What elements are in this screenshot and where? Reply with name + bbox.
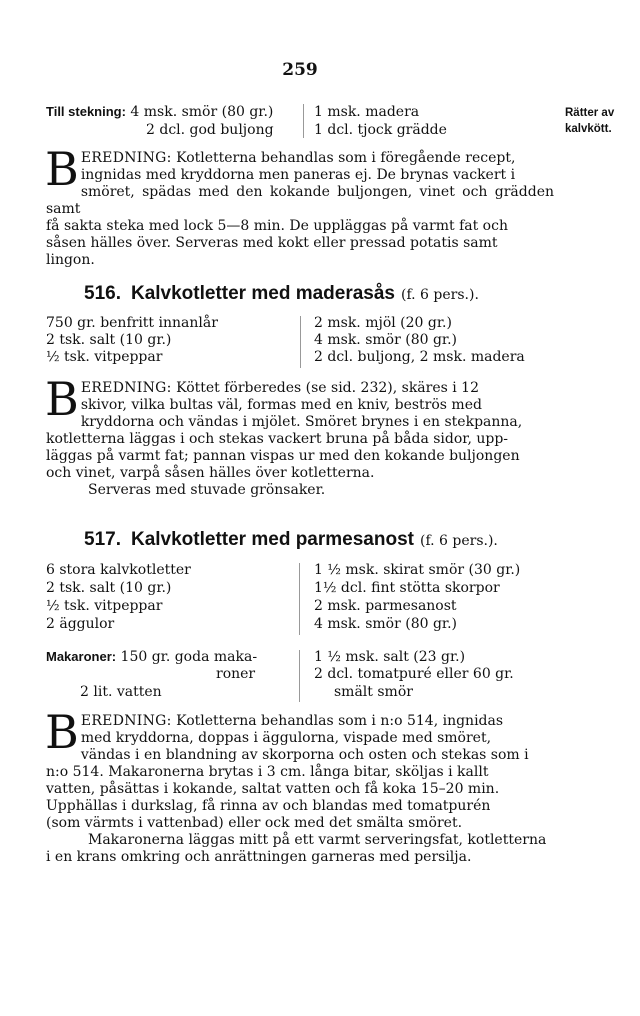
stekning-label: Till stekning:: [46, 104, 126, 119]
ingredient: 1 ½ msk. salt (23 gr.): [314, 649, 466, 665]
ingredient: 1½ dcl. fint stötta skorpor: [314, 580, 500, 596]
ingredient: 2 msk. parmesanost: [314, 598, 457, 614]
recipe-title: Kalvkotletter med parmesanost: [130, 529, 414, 550]
makaroner-line-1: [46, 648, 257, 666]
recipe-number: 517.: [84, 529, 121, 550]
ingredient: 6 stora kalvkotletter: [46, 562, 191, 578]
margin-note-line: Rätter av: [565, 107, 615, 119]
intro-paragraph: [45, 142, 554, 269]
recipe-517-heading: [84, 528, 498, 551]
text-line: Kotletterna behandlas som i föregående recept,: [171, 150, 516, 166]
text-line: vatten, påsättas i kokande, saltat vatten och få koka 15–20 min.: [46, 781, 500, 797]
beredning-lead: EREDNING:: [80, 713, 172, 729]
beredning-lead: EREDNING:: [80, 150, 172, 166]
recipe-title: Kalvkotletter med maderasås: [130, 283, 395, 304]
stekning-left-1: 4 msk. smör (80 gr.): [130, 104, 274, 120]
ingredient: ½ tsk. vitpeppar: [46, 598, 163, 614]
text-line: n:o 514. Makaronerna brytas i 3 cm. långa bitar, sköljas i kallt: [46, 764, 489, 780]
ingredient: 2 msk. mjöl (20 gr.): [314, 315, 452, 331]
dropcap: B: [45, 142, 79, 196]
ingredient: smält smör: [334, 684, 413, 700]
ingredient: 4 msk. smör (80 gr.): [314, 616, 457, 632]
recipe-516-heading: [84, 282, 479, 305]
text-line: ingnidas med kryddorna men paneras ej. De brynas vackert i: [80, 167, 516, 183]
divider: [299, 563, 300, 635]
text-line: (som värmts i vattenbad) eller ock med det smälta smöret.: [46, 815, 463, 831]
stekning-left-2: 2 dcl. god buljong: [146, 122, 274, 138]
recipe-persons: (f. 6 pers.).: [401, 287, 479, 303]
beredning-lead: EREDNING:: [80, 380, 172, 396]
ingredient: 4 msk. smör (80 gr.): [314, 332, 457, 348]
stekning-right-2: 1 dcl. tjock grädde: [314, 122, 447, 138]
recipe-number: 516.: [84, 283, 121, 304]
dropcap: B: [45, 705, 79, 759]
recipe-516-preparation: [45, 372, 554, 499]
text-line: smöret, spädas med den kokande buljongen, vinet och grädden samt: [46, 184, 554, 217]
text-line: lingon.: [46, 252, 95, 268]
text-line: i en krans omkring och anrättningen garneras med persilja.: [46, 849, 472, 865]
text-line: vändas i en blandning av skorporna och osten och stekas som i: [80, 747, 529, 763]
divider: [303, 104, 304, 138]
text-line: läggas på varmt fat; pannan vispas ur med den kokande buljongen: [46, 448, 520, 464]
ingredient: ½ tsk. vitpeppar: [46, 349, 163, 365]
ingredient: 2 lit. vatten: [80, 684, 162, 700]
stekning-line-1: [46, 103, 273, 121]
text-line: kotletterna läggas i och stekas vackert bruna på båda sidor, upp-: [46, 431, 509, 447]
text-line: och vinet, varpå såsen hälles över kotletterna.: [46, 465, 375, 481]
ingredient: roner: [216, 666, 256, 682]
divider: [299, 650, 300, 702]
text-line: Kotletterna behandlas som i n:o 514, ingnidas: [171, 713, 504, 729]
ingredient: 2 tsk. salt (10 gr.): [46, 332, 172, 348]
text-line: med kryddorna, doppas i äggulorna, vispade med smöret,: [80, 730, 492, 746]
text-line: skivor, vilka bultas väl, formas med en kniv, beströs med: [80, 397, 482, 413]
ingredient: 150 gr. goda maka-: [120, 649, 258, 665]
ingredient: 2 äggulor: [46, 616, 115, 632]
text-line: Upphällas i durkslag, få rinna av och blandas med tomatpurén: [46, 798, 491, 814]
page-number: 259: [282, 60, 318, 80]
text-line: kryddorna och vändas i mjölet. Smöret brynes i en stekpanna,: [80, 414, 523, 430]
text-line: Makaronerna läggas mitt på ett varmt serveringsfat, kotletterna: [88, 832, 547, 848]
text-line: få sakta steka med lock 5—8 min. De uppläggas på varmt fat och: [46, 218, 508, 234]
text-line: Köttet förberedes (se sid. 232), skäres i 12: [171, 380, 479, 396]
ingredient: 2 dcl. tomatpuré eller 60 gr.: [314, 666, 514, 682]
divider: [300, 316, 301, 368]
dropcap: B: [45, 372, 79, 426]
text-line: såsen hälles över. Serveras med kokt eller pressad potatis samt: [46, 235, 498, 251]
stekning-right-1: 1 msk. madera: [314, 104, 420, 120]
margin-note-line: kalvkött.: [565, 123, 612, 135]
makaroner-label: Makaroner:: [46, 649, 117, 664]
ingredient: 1 ½ msk. skirat smör (30 gr.): [314, 562, 521, 578]
ingredient: 750 gr. benfritt innanlår: [46, 315, 218, 331]
serve-line: Serveras med stuvade grönsaker.: [88, 482, 326, 498]
ingredient: 2 tsk. salt (10 gr.): [46, 580, 172, 596]
recipe-517-preparation: [45, 705, 554, 866]
margin-note: [565, 105, 637, 137]
recipe-persons: (f. 6 pers.).: [419, 533, 498, 549]
ingredient: 2 dcl. buljong, 2 msk. madera: [314, 349, 525, 365]
